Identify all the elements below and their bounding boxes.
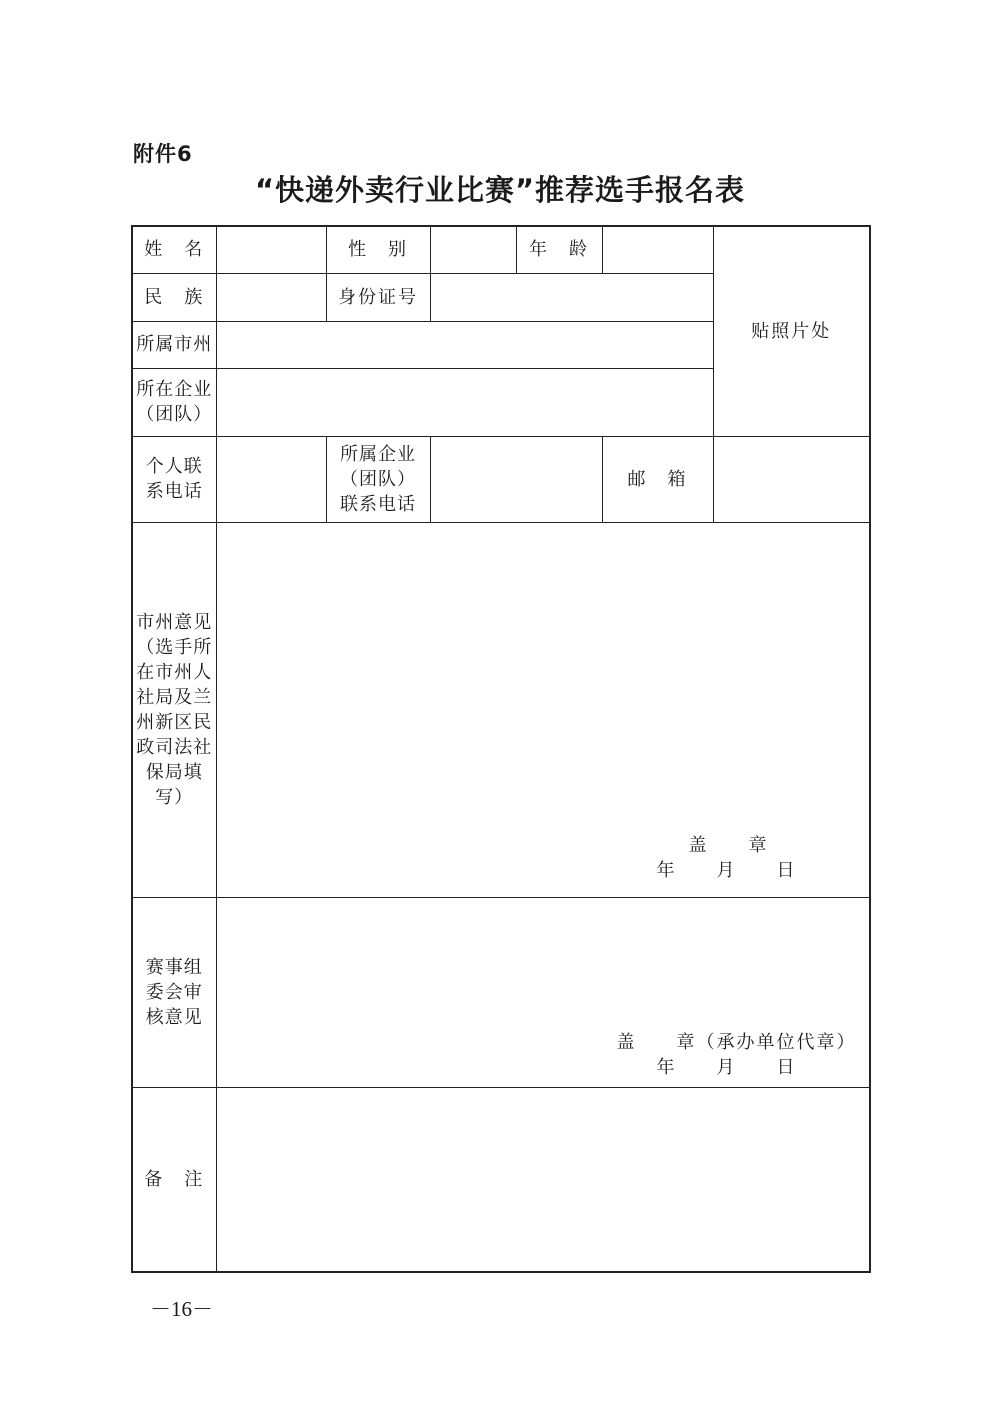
age-label: 年 龄 [516, 226, 602, 273]
row-contact [132, 436, 870, 522]
city-opinion-seal: 盖 章 [688, 834, 769, 856]
form-title: “快递外卖行业比赛”推荐选手报名表 [254, 173, 746, 207]
committee-seal: 盖 章（承办单位代章） [616, 1031, 857, 1053]
committee-label: 赛事组委会审核意见 [132, 897, 216, 1087]
remarks-label: 备 注 [132, 1087, 216, 1272]
gender-field[interactable] [430, 226, 516, 273]
gender-label: 性 别 [326, 226, 430, 273]
company-phone-field[interactable] [430, 436, 602, 522]
remarks-field[interactable] [216, 1087, 870, 1272]
page-number: －16－ [150, 1297, 213, 1321]
email-field[interactable] [713, 436, 870, 522]
name-field[interactable] [216, 226, 326, 273]
personal-phone-label: 个人联系电话 [132, 436, 216, 522]
photo-label: 贴照片处 [751, 320, 832, 342]
row-committee-opinion [132, 897, 870, 1087]
name-label: 姓 名 [132, 226, 216, 273]
city-opinion-field[interactable] [216, 522, 870, 897]
company-label: 所在企业（团队） [132, 368, 216, 436]
row-city-opinion [132, 522, 870, 897]
row-name-gender-age [132, 226, 870, 273]
ethnicity-field[interactable] [216, 273, 326, 321]
personal-phone-field[interactable] [216, 436, 326, 522]
city-opinion-label: 市州意见（选手所在市州人社局及兰州新区民政司法社保局填写） [132, 522, 216, 897]
ethnicity-label: 民 族 [132, 273, 216, 321]
registration-form-table [131, 225, 871, 1273]
committee-date: 年 月 日 [656, 1056, 797, 1078]
id-number-field[interactable] [430, 273, 713, 321]
committee-field[interactable] [216, 897, 870, 1087]
photo-area[interactable] [713, 226, 870, 436]
age-field[interactable] [602, 226, 713, 273]
city-opinion-date: 年 月 日 [656, 859, 797, 881]
email-label: 邮 箱 [602, 436, 713, 522]
id-number-label: 身份证号 [326, 273, 430, 321]
attachment-label: 附件6 [133, 142, 193, 166]
row-remarks [132, 1087, 870, 1272]
city-field[interactable] [216, 321, 713, 368]
company-field[interactable] [216, 368, 713, 436]
company-phone-label: 所属企业（团队）联系电话 [326, 436, 430, 522]
city-label: 所属市州 [132, 321, 216, 368]
